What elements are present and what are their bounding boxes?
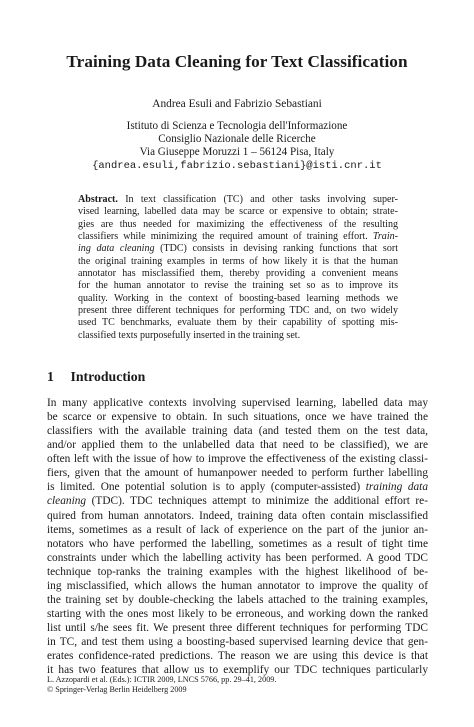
section-heading	[47, 368, 427, 386]
body-line: be scarce or expensive to obtain. In such situations, once we have trained the	[47, 411, 428, 424]
body-line: starting with the ones most likely to be erroneous, and working down the ranked	[47, 607, 428, 620]
body-line: In many applicative contexts involving supervised learning, labelled data may	[47, 397, 428, 409]
body-line: constraints under which the labelling activity has been performed. A good TDC	[47, 551, 428, 564]
abstract	[78, 194, 398, 342]
abstract-line: the original training examples in terms of how likely it is that the human	[78, 255, 398, 267]
author-emails: {andrea.esuli,fabrizio.sebastiani}@isti.cnr.it	[92, 159, 382, 172]
abstract-line: gies are thus needed for maximizing the effectiveness of the resulting	[78, 218, 398, 230]
body-line: notators who have performed the labelling, sometimes as a result of tight time	[47, 537, 428, 550]
body-line: fiers, given that the amount of humanpower needed to perform further labelling	[47, 467, 428, 480]
abstract-line: for the human annotator to revise the training set so as to improve its	[78, 280, 398, 292]
affiliation-address: Via Giuseppe Moruzzi 1 – 56124 Pisa, Italy	[139, 146, 335, 159]
tdc-term: cleaning	[47, 495, 87, 508]
body-line: classifiers with the available training data (and tested them on the test data,	[47, 425, 428, 438]
body-line: in TC, and test them using a boosting-based supervised learning device that gen-	[47, 636, 428, 649]
tdc-term: ing data cleaning	[78, 243, 155, 255]
publication-footer	[47, 675, 427, 695]
tdc-term: Train-	[372, 231, 398, 243]
citation-line: L. Azzopardi et al. (Eds.): ICTIR 2009, LNCS 5766, pp. 29–41, 2009.	[47, 675, 277, 684]
body-line: is limited. One potential solution is to apply (computer-assisted) training data	[47, 481, 429, 494]
body-line: erates confidence-rated predictions. The reason we are using this device is that	[47, 650, 428, 663]
abstract-label: Abstract.	[78, 194, 118, 205]
paper-title: Training Data Cleaning for Text Classification	[66, 52, 408, 71]
body-line: and/or applied them to the unlabelled data that need to be classified), we are	[47, 439, 428, 452]
author-list: Andrea Esuli and Fabrizio Sebastiani	[152, 98, 322, 110]
abstract-line: ing data cleaning (TDC) consists in devising ranking functions that sort	[78, 243, 398, 255]
abstract-line: Abstract. In text classification (TC) and other tasks involving super-	[78, 194, 398, 205]
abstract-line: annotator has misclassified them, thereby providing a convenient means	[78, 268, 398, 280]
affiliation-organization: Consiglio Nazionale delle Ricerche	[158, 133, 316, 146]
body-line: list until s/he sees fit. We present three different techniques for performing TDC	[47, 622, 428, 634]
body-line: items, sometimes as a result of lack of experience on the part of the junior an-	[47, 523, 428, 536]
body-line: often left with the issue of how to improve the effectiveness of the existing classi-	[47, 453, 428, 466]
tdc-term: training data	[365, 481, 429, 494]
affiliation-block	[0, 120, 474, 173]
body-line: cleaning (TDC). TDC techniques attempt to minimize the additional effort re-	[47, 495, 428, 508]
body-line: technique top-ranks the training examples with the highest likelihood of be-	[47, 565, 428, 578]
body-text	[47, 396, 428, 677]
body-line: quired from human annotators. Indeed, training data often contain misclassified	[47, 509, 428, 522]
abstract-line: quality. Working in the context of boosting-based learning methods we	[78, 292, 398, 304]
body-line: ing misclassified, which allows the human annotator to improve the quality of	[47, 579, 428, 592]
abstract-line: used TC benchmarks, evaluate them by their capability of spotting mis-	[78, 317, 398, 329]
abstract-line: present three different techniques for performing TDC and, on two widely	[78, 305, 398, 317]
affiliation-institute: Istituto di Scienza e Tecnologia dell'Informazione	[126, 120, 348, 132]
abstract-line: vised learning, labelled data may be scarce or expensive to obtain; strate-	[78, 206, 398, 218]
abstract-line: classified texts purposefully inserted in the training set.	[78, 329, 301, 341]
copyright-line: © Springer-Verlag Berlin Heidelberg 2009	[47, 685, 187, 695]
body-line: it has two features that allow us to exemplify our TDC techniques particularly	[47, 664, 428, 677]
body-line: the training set by double-checking the labels attached to the training examples,	[47, 593, 428, 606]
section-number: 1	[47, 369, 54, 384]
section-title: Introduction	[70, 369, 146, 384]
abstract-line: classifiers while minimizing the required amount of training effort. Train-	[78, 231, 398, 243]
